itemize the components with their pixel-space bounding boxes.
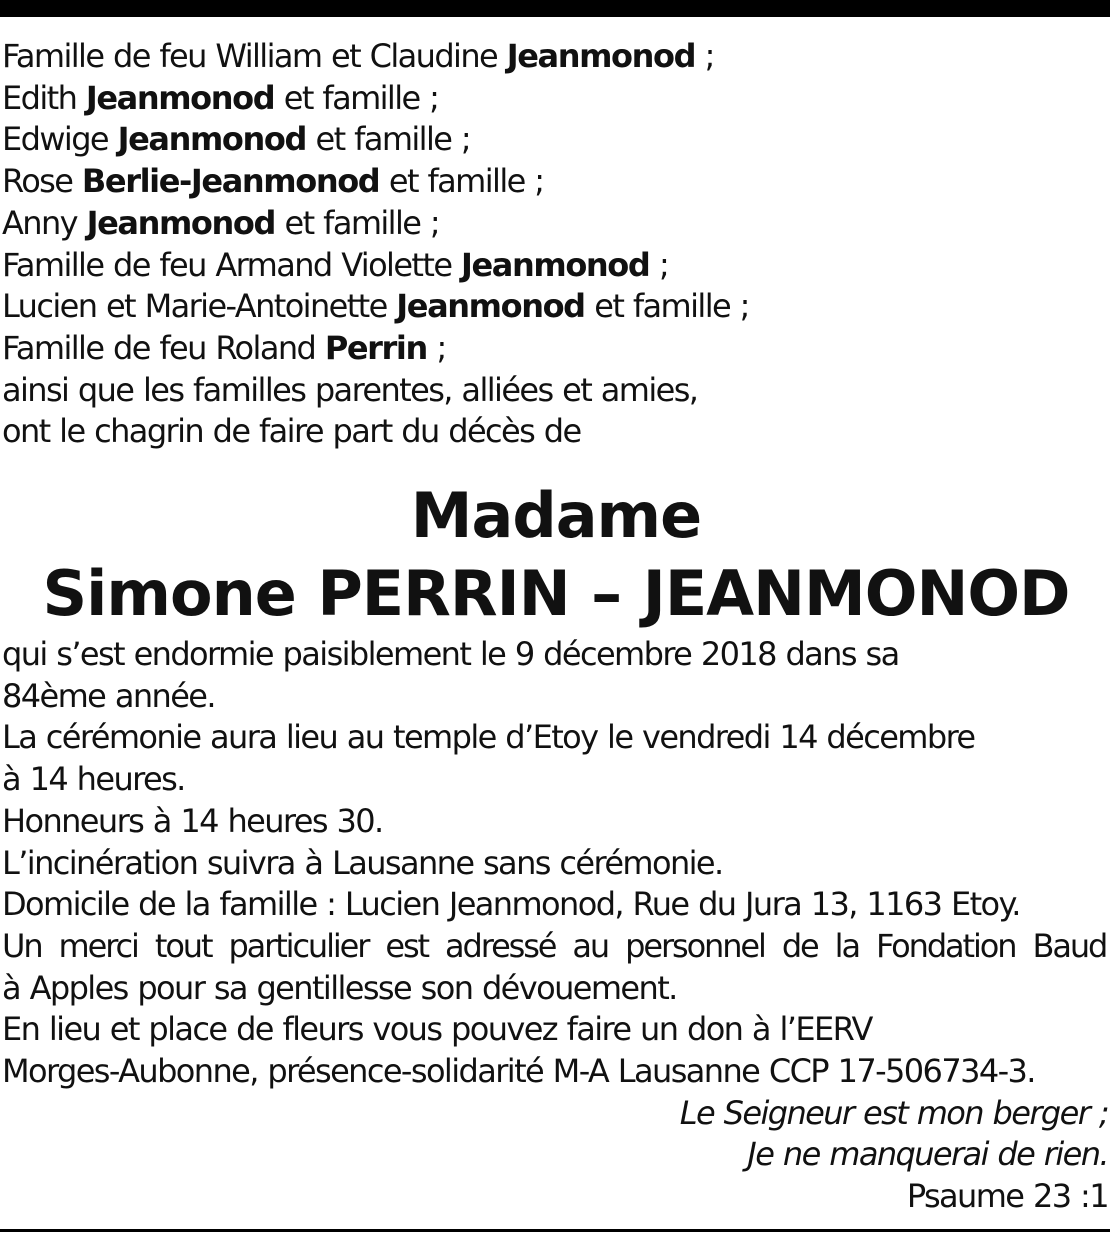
family-line: Rose Berlie-Jeanmonod et famille ; [2,162,544,201]
family-surname: Perrin [324,328,427,367]
family-line: Famille de feu Armand Violette Jeanmonod ; [2,245,669,284]
body-line: à Apples pour sa gentillesse son dévouement. [2,968,677,1007]
intro [2,370,1108,453]
body-line: 84ème année. [2,676,215,715]
intro-line: ont le chagrin de faire part du décès de [2,412,581,451]
body-line: Morges-Aubonne, présence-solidarité M-A Lausanne CCP 17-506734-3. [2,1052,1035,1091]
family-list [2,36,1108,370]
family-line: Edith Jeanmonod et famille ; [2,78,439,117]
body-line: Domicile de la famille : Lucien Jeanmonod, Rue du Jura 13, 1163 Etoy. [2,885,1020,924]
family-surname: Jeanmonod [506,37,696,75]
body-line: L’incinération suivra à Lausanne sans cérémonie. [2,843,723,882]
family-line: Famille de feu William et Claudine Jeanmonod ; [2,37,714,75]
family-surname: Berlie-Jeanmonod [81,162,380,201]
psalm-quote [2,1093,1108,1218]
top-rule [0,0,1110,17]
body-line: En lieu et place de fleurs vous pouvez faire un don à l’EERV [2,1010,872,1049]
family-line: Edwige Jeanmonod et famille ; [2,120,471,159]
deceased-title: Madame [410,479,702,553]
family-line: Lucien et Marie-Antoinette Jeanmonod et famille ; [2,287,749,326]
body-line: qui s’est endormie paisiblement le 9 décembre 2018 dans sa [2,635,899,674]
body-line: Honneurs à 14 heures 30. [2,801,383,840]
family-line: Famille de feu Roland Perrin ; [2,328,446,367]
family-surname: Jeanmonod [86,203,275,242]
psalm-line: Le Seigneur est mon berger ; [679,1093,1108,1132]
family-surname: Jeanmonod [117,120,306,159]
death-notice [2,36,1108,1218]
intro-line: ainsi que les familles parentes, alliées et amies, [2,370,698,409]
deceased-name: Simone PERRIN – JEANMONOD [42,557,1070,631]
deceased-heading [2,477,1108,633]
body-line: à 14 heures. [2,760,185,799]
family-surname: Jeanmonod [396,287,585,326]
body-line: La cérémonie aura lieu au temple d’Etoy le vendredi 14 décembre [2,718,975,757]
family-surname: Jeanmonod [460,245,650,284]
body-line: Un merci tout particulier est adressé au personnel de la Fondation Baud [2,926,1107,965]
psalm-line: Je ne manquerai de rien. [747,1135,1108,1174]
notice-body [2,634,1108,1093]
psalm-reference: Psaume 23 :1 [906,1177,1108,1216]
family-line: Anny Jeanmonod et famille ; [2,203,440,242]
family-surname: Jeanmonod [85,78,275,117]
bottom-rule [0,1229,1110,1232]
